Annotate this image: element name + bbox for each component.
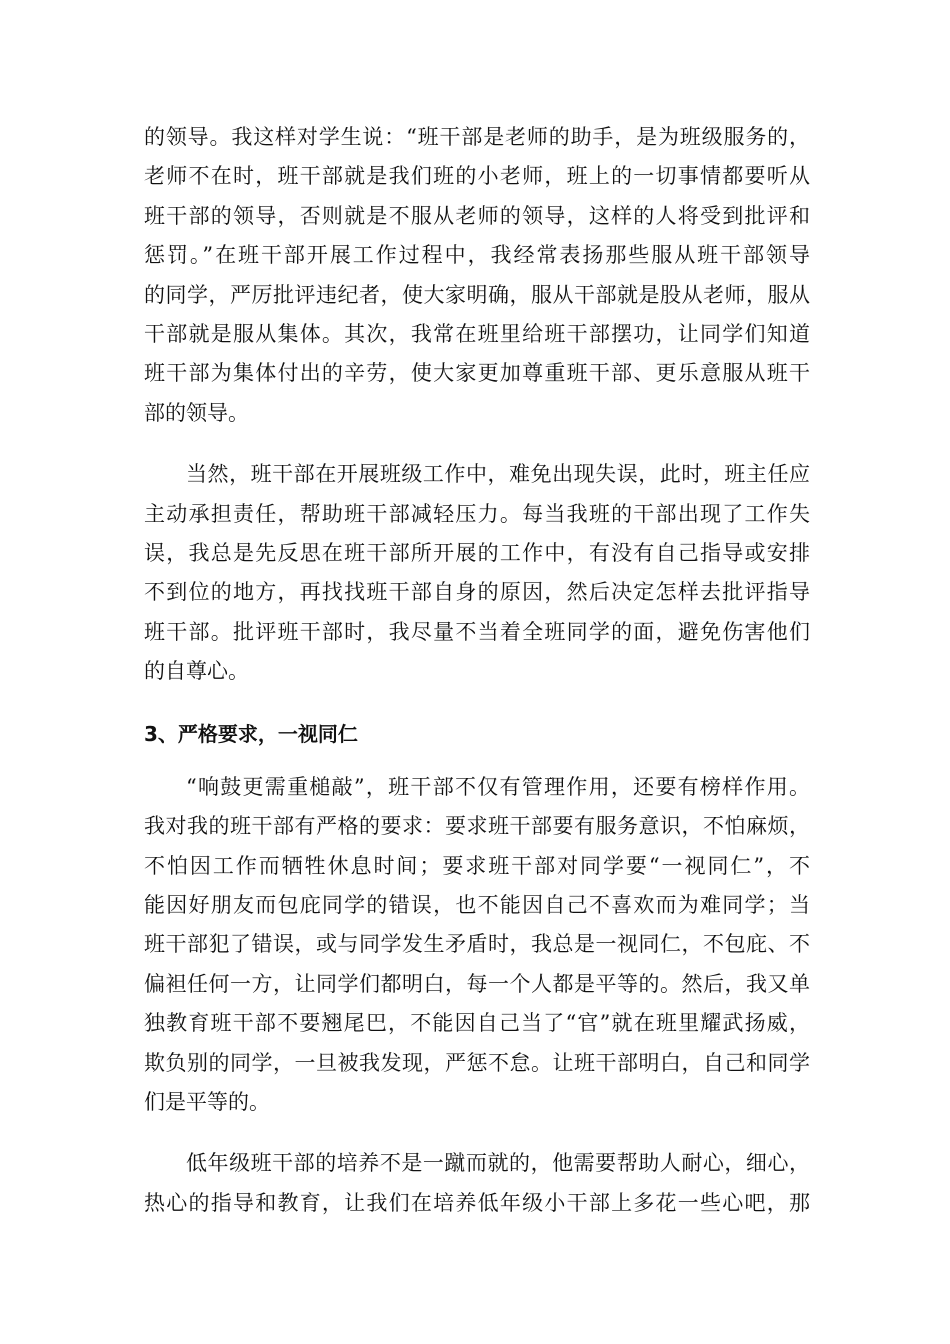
paragraph-gap	[144, 754, 810, 768]
text-line: 独教育班干部不要翘尾巴，不能因自己当了“官”就在班里耀武扬威，	[144, 1011, 810, 1036]
text-line: 欺负别的同学，一旦被我发现，严惩不怠。让班干部明白，自己和同学	[144, 1050, 810, 1075]
text-line: 当然，班干部在开展班级工作中，难免出现失误，此时，班主任应	[186, 462, 810, 487]
text-line: 的同学，严厉批评违纪者，使大家明确，服从干部就是股从老师，服从	[144, 282, 810, 307]
text-line: 我对我的班干部有严格的要求：要求班干部要有服务意识，不怕麻烦，	[144, 814, 810, 839]
text-line: “响鼓更需重槌敲”，班干部不仅有管理作用，还要有榜样作用。	[186, 774, 810, 799]
section-heading: 3、严格要求，一视同仁	[144, 721, 358, 746]
text-line: 偏袒任何一方，让同学们都明白，每一个人都是平等的。然后，我又单	[144, 971, 810, 996]
text-line: 能因好朋友而包庇同学的错误，也不能因自己不喜欢而为难同学；当	[144, 892, 810, 917]
text-line: 班干部犯了错误，或与同学发生矛盾时，我总是一视同仁，不包庇、不	[144, 932, 810, 957]
text-line: 班干部为集体付出的辛劳，使大家更加尊重班干部、更乐意服从班干	[144, 361, 810, 386]
text-line: 的自尊心。	[144, 659, 249, 684]
paragraph-4	[144, 1144, 810, 1223]
text-line: 惩罚。”在班干部开展工作过程中，我经常表扬那些服从班干部领导	[144, 243, 810, 268]
text-line: 不到位的地方，再找找班干部自身的原因，然后决定怎样去批评指导	[144, 580, 810, 605]
paragraph-1	[144, 118, 810, 433]
text-line: 主动承担责任，帮助班干部减轻压力。每当我班的干部出现了工作失	[144, 501, 810, 526]
text-line: 班干部的领导，否则就是不服从老师的领导，这样的人将受到批评和	[144, 203, 810, 228]
paragraph-2	[144, 455, 810, 691]
paragraph-gap	[144, 433, 810, 455]
text-line: 不怕因工作而牺牲休息时间；要求班干部对同学要“一视同仁”，不	[144, 853, 810, 878]
paragraph-gap	[144, 692, 810, 714]
text-line: 们是平等的。	[144, 1089, 270, 1114]
text-line: 误，我总是先反思在班干部所开展的工作中，有没有自己指导或安排	[144, 541, 810, 566]
text-line: 班干部。批评班干部时，我尽量不当着全班同学的面，避免伤害他们	[144, 619, 810, 644]
text-line: 热心的指导和教育，让我们在培养低年级小干部上多花一些心吧，那	[144, 1190, 810, 1215]
text-line: 干部就是服从集体。其次，我常在班里给班干部摆功，让同学们知道	[144, 322, 810, 347]
paragraph-gap	[144, 1122, 810, 1144]
text-line: 的领导。我这样对学生说：“班干部是老师的助手，是为班级服务的，	[144, 125, 810, 149]
document-page	[144, 118, 810, 1223]
text-line: 低年级班干部的培养不是一蹴而就的，他需要帮助人耐心，细心，	[186, 1151, 810, 1176]
paragraph-3	[144, 768, 810, 1123]
text-line: 部的领导。	[144, 400, 249, 425]
text-line: 老师不在时，班干部就是我们班的小老师，班上的一切事情都要听从	[144, 164, 810, 189]
